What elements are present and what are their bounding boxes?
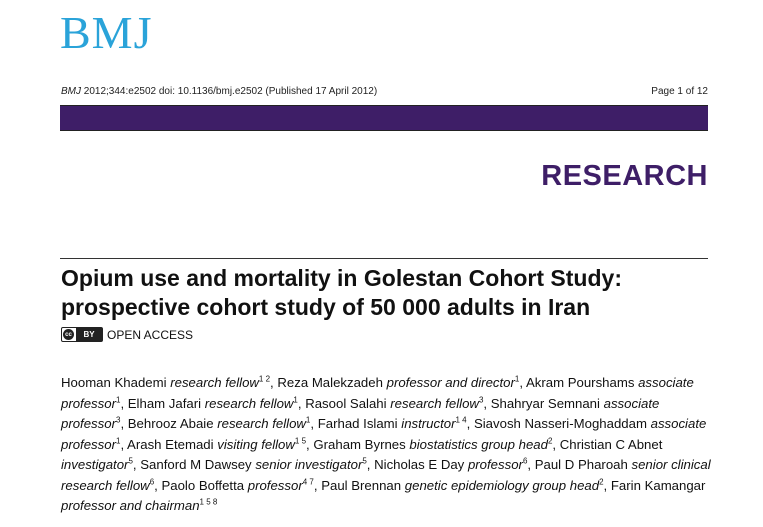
author-name: Sanford M Dawsey: [140, 457, 252, 472]
author-affiliation: 1 5: [294, 436, 307, 446]
header-color-bar: [60, 105, 708, 131]
author-role: associate professor: [61, 375, 694, 411]
author-role: genetic epidemiology group head: [404, 477, 600, 493]
article-title: Opium use and mortality in Golestan Cohort Study: prospective cohort study of 50 000 adults in Iran: [61, 265, 622, 320]
author-name: Graham Byrnes: [313, 436, 406, 452]
author-affiliation: 1: [115, 436, 121, 446]
author-name: Arash Etemadi: [127, 436, 214, 452]
author-role: research fellow: [204, 395, 294, 411]
author-entry: [321, 478, 603, 493]
author-affiliation: 2: [547, 436, 553, 446]
author-name: Siavosh Nasseri-Moghaddam: [473, 416, 647, 431]
author-entry: [161, 478, 313, 493]
author-entry: [61, 375, 270, 390]
author-entry: [374, 457, 527, 472]
author-entry: [127, 437, 306, 452]
author-name: Behrooz Abaie: [127, 416, 214, 431]
author-name: Paolo Boffetta: [161, 477, 245, 493]
author-affiliation: 5: [128, 456, 133, 466]
author-affiliation: 1: [293, 395, 298, 405]
author-entry: [140, 457, 367, 472]
citation-journal: BMJ: [61, 86, 81, 97]
author-affiliation: 1: [115, 395, 121, 405]
open-access-label: OPEN ACCESS: [107, 327, 194, 342]
author-name: Reza Malekzadeh: [277, 375, 383, 390]
author-role: senior clinical research fellow: [61, 457, 711, 493]
author-affiliation: 5: [362, 456, 367, 466]
author-role: research fellow: [217, 416, 306, 431]
author-affiliation: 3: [478, 395, 484, 405]
author-role: senior investigator: [255, 457, 363, 472]
author-entry: [318, 416, 467, 431]
author-name: Shahryar Semnani: [490, 395, 600, 411]
author-role: instructor: [401, 416, 456, 431]
author-role: professor and director: [386, 375, 515, 390]
author-role: research fellow: [170, 375, 259, 390]
journal-logo: BMJ: [60, 7, 153, 58]
author-name: Rasool Salahi: [305, 395, 387, 411]
author-name: Hooman Khademi: [61, 375, 167, 390]
author-entry: [313, 437, 552, 452]
author-entry: [128, 416, 311, 431]
author-list: Hooman Khademi research fellow$^{1 2}$, Reza Malekzadeh professor and director$^1$, Akram Pourshams associate professor$^1$, Elham Jafari research fellow$^1$, Rasool Salahi research fellow$^3$, Shahryar Semnani associate professor$^3$, Behrooz Abaie research fellow$^1$, Farhad Islami instructor$^{1 4}$, Siavosh Nasseri-Moghaddam associate professor$^1$, Arash Etemadi visiting fellow$^{1 5}$, Graham Byrnes biostatistics group head$^2$, Christian C Abnet investigator$^5$, Sanford M Dawsey senior investigator$^5$, Nicholas E Day professor$^6$, Paul D Pharoah senior clinical research fellow$^6$, Paolo Boffetta professor$^{4 7}$, Paul Brennan genetic epidemiology group head$^2$, Farin Kamangar professor and chairman$^{1 5 8}$: [61, 374, 711, 513]
author-name: Paul D Pharoah: [534, 457, 628, 472]
author-role: professor and chairman: [61, 498, 200, 513]
page-number: Page 1 of 12: [651, 86, 708, 97]
author-affiliation: 1: [305, 415, 311, 425]
author-role: research fellow: [390, 395, 479, 411]
author-affiliation: 1 2: [258, 374, 271, 384]
citation-line: [61, 86, 377, 97]
author-role: associate professor: [61, 416, 707, 452]
author-name: Farin Kamangar: [610, 477, 706, 493]
title-divider: [60, 258, 708, 259]
author-name: Christian C Abnet: [559, 436, 663, 452]
author-affiliation: 4 7: [302, 477, 314, 487]
author-name: Farhad Islami: [317, 416, 398, 431]
author-affiliation: 6: [522, 456, 528, 466]
author-entry: [128, 396, 298, 411]
author-role: professor: [467, 457, 523, 472]
author-name: Akram Pourshams: [525, 375, 635, 390]
cc-circle: cc: [63, 329, 74, 340]
creative-commons-icon: [61, 327, 103, 342]
author-affiliation: 1: [514, 374, 520, 384]
section-label: RESEARCH: [541, 160, 708, 192]
cc-by: BY: [76, 328, 102, 341]
author-affiliation: 3: [115, 415, 121, 425]
citation-details: 2012;344:e2502 doi: 10.1136/bmj.e2502 (Published 17 April 2012): [81, 86, 378, 97]
author-affiliation: 2: [599, 477, 604, 487]
author-role: visiting fellow: [217, 436, 295, 452]
open-access-notice: [61, 327, 193, 342]
author-affiliation: 1 5 8: [199, 497, 218, 507]
author-entry: [277, 375, 519, 390]
author-role: professor: [247, 477, 303, 493]
author-role: associate professor: [61, 395, 660, 431]
author-name: Elham Jafari: [127, 395, 202, 411]
author-name: Nicholas E Day: [374, 457, 465, 472]
author-role: investigator: [61, 457, 129, 472]
author-entry: [305, 396, 483, 411]
author-name: Paul Brennan: [321, 477, 402, 493]
author-affiliation: 6: [149, 477, 155, 487]
author-role: biostatistics group head: [409, 436, 548, 452]
author-affiliation: 1 4: [455, 415, 467, 425]
